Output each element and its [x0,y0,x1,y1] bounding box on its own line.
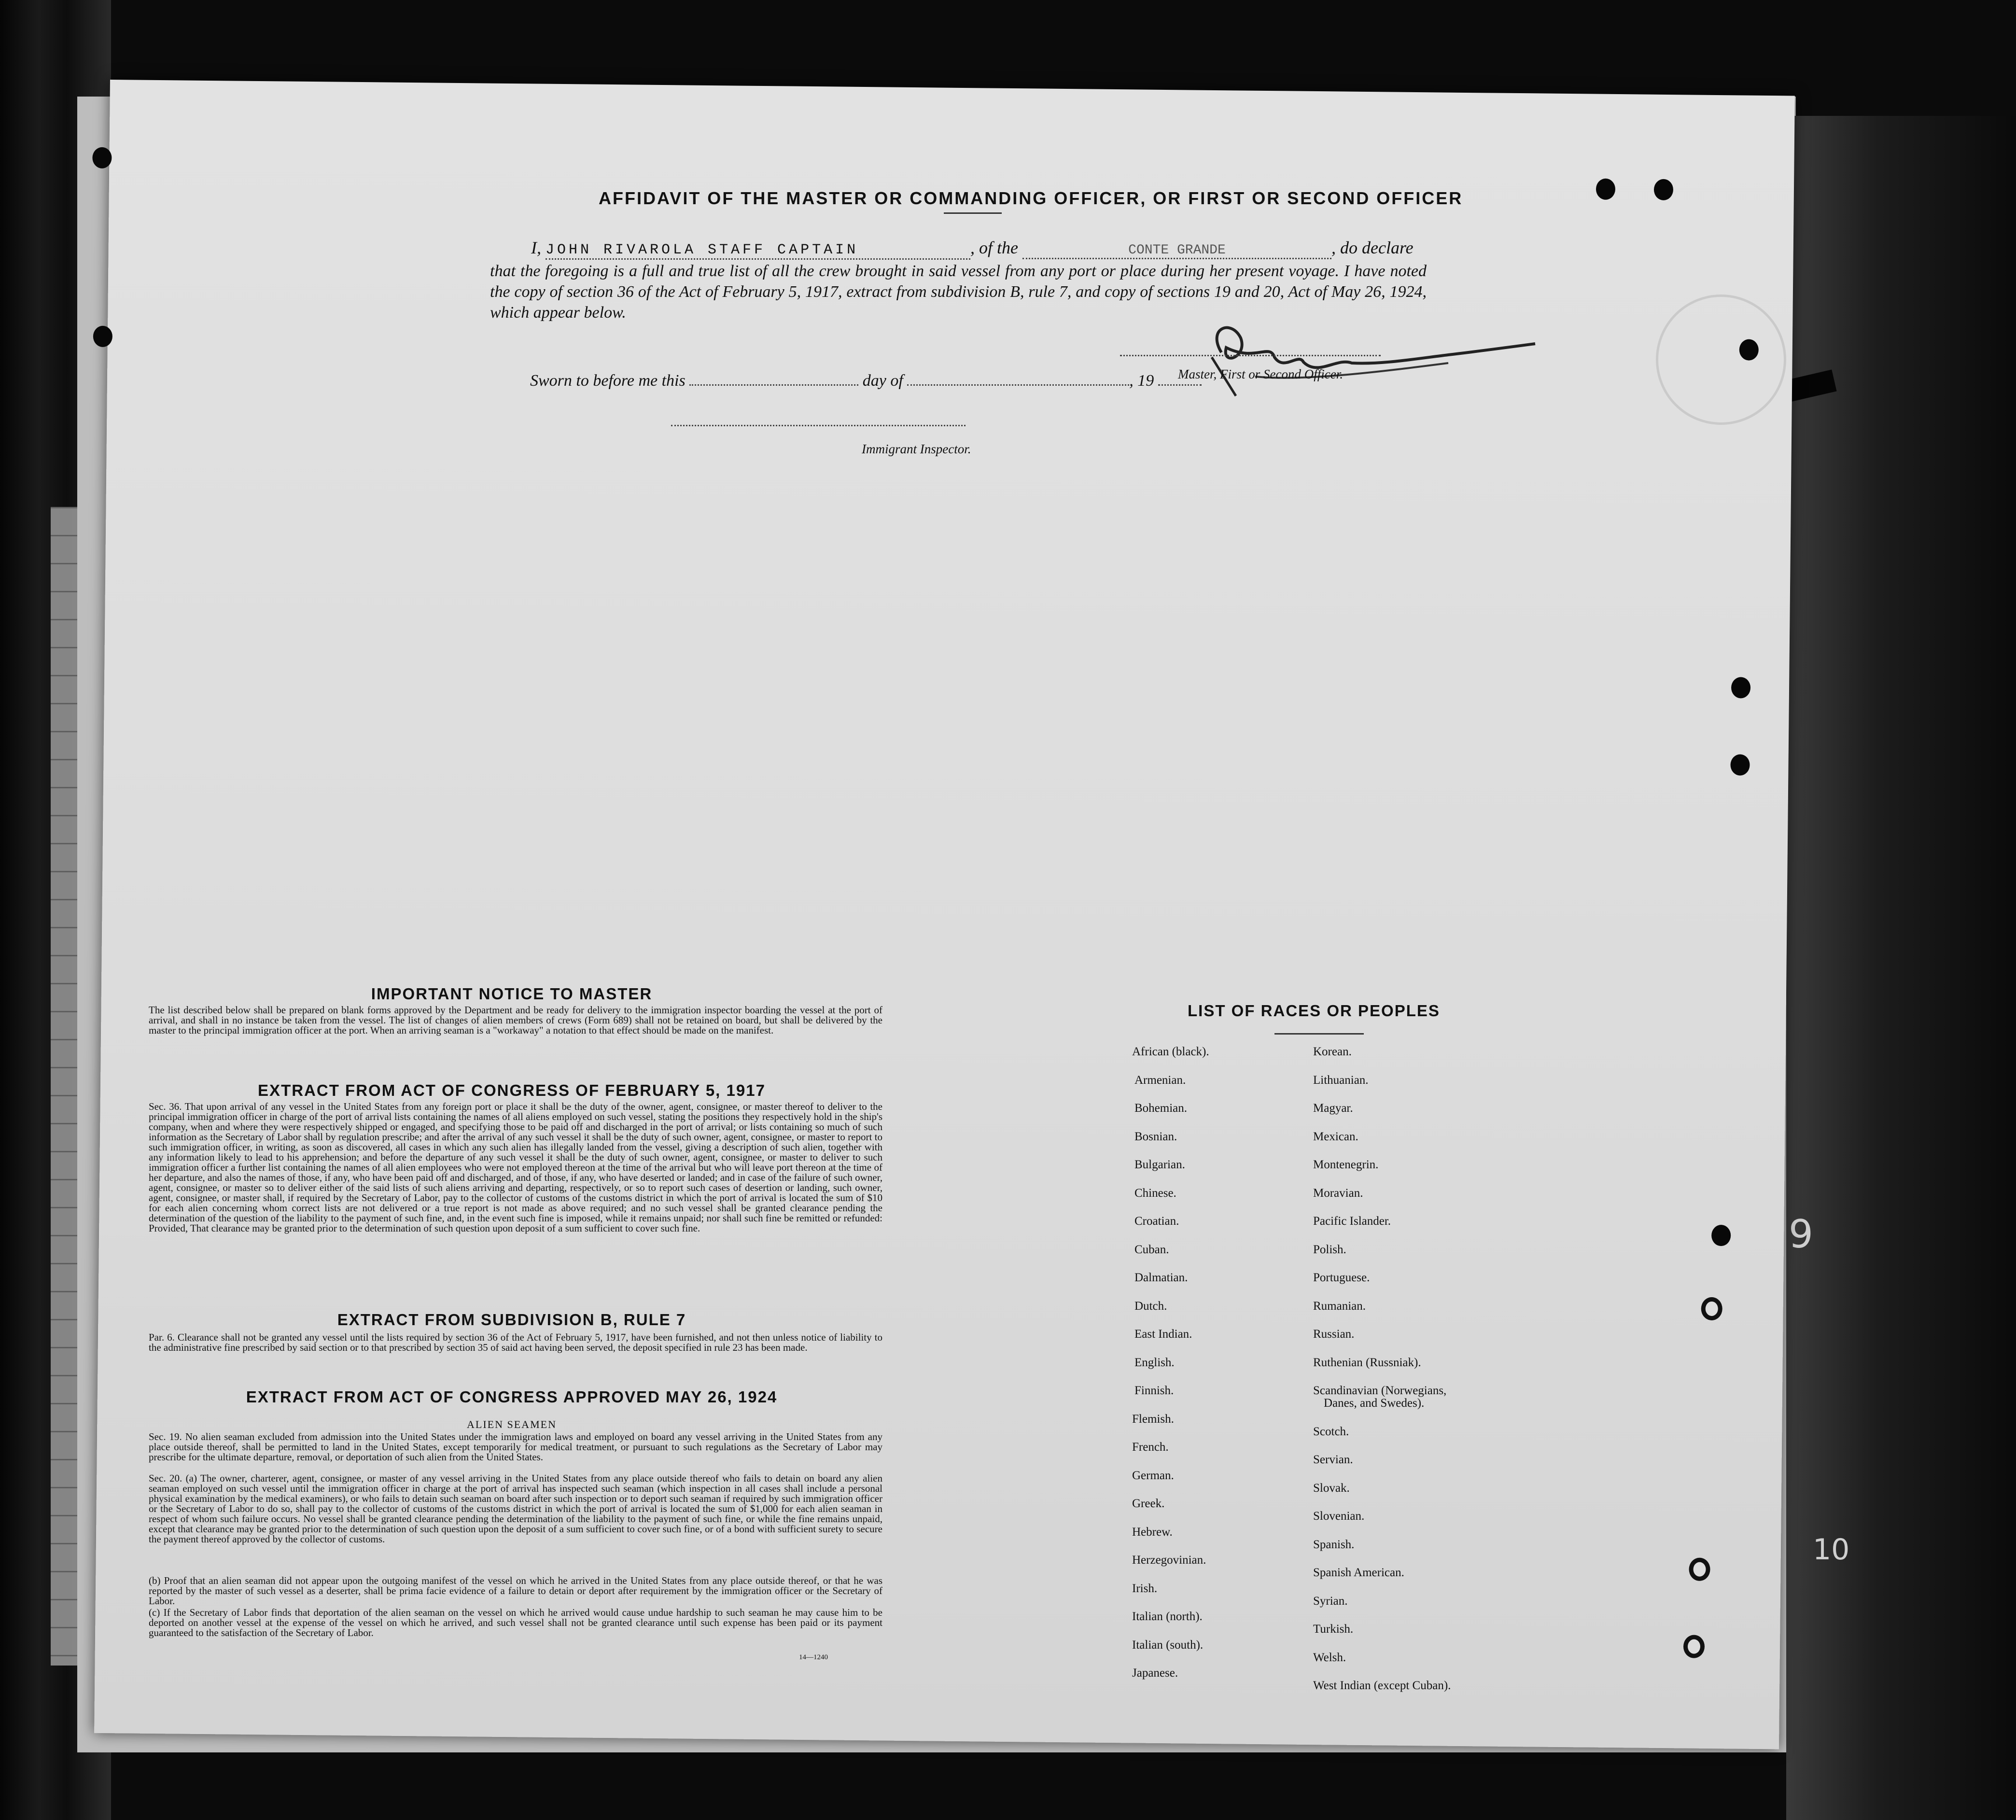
race-item: Japanese. [1132,1666,1178,1680]
vessel-name: CONTE GRANDE [1022,243,1331,259]
section-20c-text: (c) If the Secretary of Labor finds that deportation of the alien seaman on the vessel on which he arrived would cause undue hardship to such seaman he may cause him to be deported on another vessel at the expense of the vessel on which he arrived, and such vessel shall not be granted clearance until such expense has been paid or its payment guaranteed to the satisfaction of the Secretary of Labor. [149,1607,882,1638]
form-number: 14—1240 [799,1653,828,1661]
punch-hole [92,147,112,168]
race-item: Bohemian. [1134,1102,1188,1115]
margin-note-9: 9 [1789,1212,1813,1257]
year-prefix: , 19 [1129,372,1154,390]
punch-hole [1711,1225,1731,1246]
declaration-line [531,238,1429,260]
race-item: Finnish. [1134,1384,1174,1397]
day-of-label: day of [862,372,903,390]
race-item: Magyar. [1313,1102,1353,1115]
section-20a-text: Sec. 20. (a) The owner, charterer, agent, consignee, or master of any vessel arriving in the United States from any place outside thereof who fails to detain on board any alien seaman employed on such vessel until the immigration officer in charge at the port of arrival has inspected such seaman (which inspection in all cases shall include a personal physical examination by the medical examiners), or who fails to detain such seaman on board after such inspection or to deport such seaman if required by such immigration officer or the Secretary of Labor to do so, shall pay to the collector of customs of the customs district in which the port of arrival is located the sum of $1,000 for each alien seaman in respect of whom such failure occurs. No vessel shall be granted clearance pending the determination of the liability to the payment of such fine, or while the fine remains unpaid, except that clearance may be granted prior to the determination of such question upon the deposit of a sum sufficient to cover such fine, or of a bond with sufficient surety to secure the payment thereof approved by the collector of customs. [149,1472,882,1545]
race-item: Russian. [1313,1328,1355,1341]
race-item: Bosnian. [1134,1130,1177,1143]
race-item: Flemish. [1132,1412,1174,1426]
races-title: LIST OF RACES OR PEOPLES [1188,1002,1440,1020]
races-rule [1274,1033,1364,1035]
race-item: Scandinavian (Norwegians, [1313,1384,1447,1397]
race-item: Moravian. [1313,1186,1363,1200]
punch-hole [1654,179,1673,200]
race-item: English. [1134,1356,1175,1369]
do-declare-label: , do declare [1331,238,1414,257]
race-item: Scotch. [1313,1425,1349,1438]
race-item: Korean. [1313,1045,1352,1058]
race-item: Herzegovinian. [1132,1554,1206,1567]
punch-hole [1596,179,1615,200]
declarant-prefix: I, [531,238,541,257]
punch-hole [1689,1558,1710,1581]
subdivision-b-title: EXTRACT FROM SUBDIVISION B, RULE 7 [337,1311,686,1329]
sworn-year-field [1158,384,1202,386]
race-item: Dutch. [1134,1299,1167,1313]
affidavit-title: AFFIDAVIT OF THE MASTER OR COMMANDING OFFICER, OR FIRST OR SECOND OFFICER [599,188,1463,208]
extract-1917-title: EXTRACT FROM ACT OF CONGRESS OF FEBRUARY 5, 1917 [258,1081,766,1099]
race-item: Pacific Islander. [1313,1215,1391,1228]
race-item: Spanish. [1313,1538,1355,1551]
inspector-line [671,425,966,426]
punch-hole [1731,677,1750,698]
race-item: Cuban. [1134,1243,1169,1256]
margin-note-10: 10 [1813,1533,1850,1567]
sworn-prefix: Sworn to before me this [530,372,686,390]
signature-caption: Master, First or Second Officer. [1178,367,1343,381]
official-seal [1656,294,1786,425]
punch-hole [1701,1297,1722,1320]
race-item: Italian (south). [1132,1638,1204,1652]
race-item: Turkish. [1313,1623,1354,1636]
race-item: African (black). [1132,1045,1209,1058]
race-item: Spanish American. [1313,1566,1404,1579]
title-rule [944,212,1002,214]
race-item: Irish. [1132,1582,1158,1595]
race-item: Greek. [1132,1497,1165,1510]
race-item: Dalmatian. [1134,1271,1188,1284]
punch-hole [1683,1635,1705,1658]
race-item: Slovenian. [1313,1510,1365,1523]
sworn-day-field [689,384,858,386]
of-the-label: , of the [970,238,1018,257]
race-item: Lithuanian. [1313,1073,1369,1087]
race-item: Mexican. [1313,1130,1358,1143]
sworn-month-field [907,384,1129,386]
race-item: Bulgarian. [1134,1158,1185,1171]
race-item: East Indian. [1134,1328,1192,1341]
notice-text: The list described below shall be prepared on blank forms approved by the Department and be ready for delivery to the immigration inspector boarding the vessel at the port of arrival, and shall in no instance be taken from the vessel. The list of changes of alien members of crews (Form 689) shall not be retained on board, but shall be delivered by the master to the principal immigration officer at the port. When an arriving seaman is a "workaway" a notation to that effect should be made on the manifest. [149,1004,882,1036]
extract-1924-title: EXTRACT FROM ACT OF CONGRESS APPROVED MAY 26, 1924 [246,1388,778,1406]
race-item: Rumanian. [1313,1299,1366,1313]
declaration-text: that the foregoing is a full and true list of all the crew brought in said vessel from any port or place during her present voyage. I have noted the copy of section 36 of the Act of February 5, 1917, extract from subdivision B, rule 7, and copy of sections 19 and 20, Act of May 26, 1924, which appear below. [490,262,1427,322]
race-item: Italian (north). [1132,1610,1203,1623]
subdivision-b-text: Par. 6. Clearance shall not be granted any vessel until the lists required by section 36 of the Act of February 5, 1917, have been furnished, and not then unless notice of liability to the administrative fine prescribed by said section or to that prescribed by section 35 of said act having been served, the deposit specified in rule 23 has been made. [149,1331,882,1353]
race-item: Portuguese. [1313,1271,1370,1284]
notice-title: IMPORTANT NOTICE TO MASTER [371,985,653,1003]
race-item: Chinese. [1134,1186,1176,1200]
signature-line [1120,355,1381,356]
punch-hole [93,326,112,347]
race-item: West Indian (except Cuban). [1313,1679,1451,1692]
race-item: Ruthenian (Russniak). [1313,1356,1421,1369]
race-item: Hebrew. [1132,1525,1173,1539]
section-20b-text: (b) Proof that an alien seaman did not appear upon the outgoing manifest of the vessel on which he arrived in the United States from any place outside thereof, or that he was reported by the master of such vessel as a deserter, shall be prima facie evidence of a failure to detain or deport after requirement by the immigration officer or the Secretary of Labor. [149,1575,882,1607]
race-item: Welsh. [1313,1651,1346,1664]
race-item: Croatian. [1134,1215,1179,1228]
race-item: Danes, and Swedes). [1324,1397,1425,1410]
extract-1917-text: Sec. 36. That upon arrival of any vessel in the United States from any foreign port or place it shall be the duty of the owner, agent, consignee, or master thereof to deliver to the principal immigration officer in charge of the port of arrival lists containing the names of all aliens employed on such vessel, stating the positions they respectively hold in the ship's company, when and where they were respectively shipped or engaged, and specifying those to be paid off and discharged in the port of arrival; or lists containing so much of such information as the Secretary of Labor shall by regulation prescribe; and after the arrival of any such vessel it shall be the duty of such owner, agent, consignee, or master to report to such immigration officer, in writing, as soon as discovered, all cases in which any such alien has illegally landed from the vessel, giving a description of such alien, together with any information likely to lead to his apprehension; and before the departure of any such vessel it shall be the duty of such owner, agent, consignee, or master to deliver to such immigration officer a further list containing the names of all alien employees who were not employed thereon at the time of the arrival but who will leave port thereon at the time of her departure, and also the names of those, if any, who have been paid off and discharged, and of those, if any, who have deserted or landed; and in case of the failure of such owner, agent, consignee, or master so to deliver either of the said lists of such aliens arriving and departing, respectively, or so to report such cases of desertion or landing, such owner, agent, consignee, or master shall, if required by the Secretary of Labor, pay to the collector of customs of the customs district in which the port of arrival is located the sum of $10 for each alien concerning whom correct lists are not delivered or a true report is not made as above required; and no such vessel shall be granted clearance pending the determination of the question of the liability to the payment of such fine, and, in the event such fine is imposed, while it remains unpaid; nor shall such fine be remitted or refunded: Provided, That clearance may be granted prior to the determination of such question upon deposit of a sum sufficient to cover such fine. [149,1101,882,1234]
race-item: Slovak. [1313,1481,1350,1495]
race-item: French. [1132,1441,1169,1454]
race-item: German. [1132,1469,1174,1482]
race-item: Montenegrin. [1313,1158,1379,1171]
alien-seamen-subtitle: ALIEN SEAMEN [467,1418,557,1430]
sworn-line [530,372,1202,390]
declarant-name: JOHN RIVAROLA STAFF CAPTAIN [546,242,970,260]
inspector-caption: Immigrant Inspector. [862,442,971,456]
race-item: Syrian. [1313,1594,1348,1608]
race-item: Servian. [1313,1453,1353,1466]
section-19-text: Sec. 19. No alien seaman excluded from admission into the United States under the immigration laws and employed on board any vessel arriving in the United States from any place outside thereof, shall be permitted to land in the United States, except temporarily for medical treatment, or pursuant to such regulations as the Secretary of Labor may prescribe for the ultimate departure, removal, or deportation of such alien from the United States. [149,1431,882,1463]
race-item: Polish. [1313,1243,1346,1256]
race-item: Armenian. [1134,1073,1186,1087]
punch-hole [1730,754,1750,775]
